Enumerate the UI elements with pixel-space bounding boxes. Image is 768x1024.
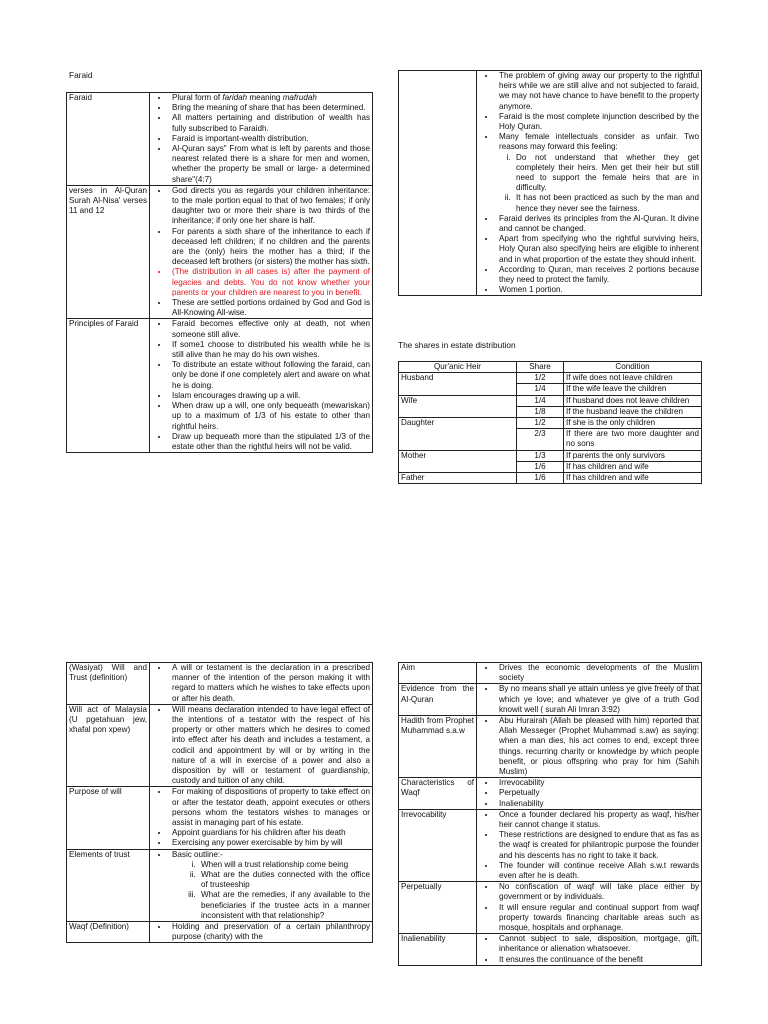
share-cell: 1/3	[517, 450, 564, 461]
bullet-item: • Apart from specifying who the rightful surviving heirs, Holy Quran also specifying heirs are eligible to inherent and in what proportion of the estate they should inherit.	[496, 234, 699, 265]
bullet-item: • For making of dispositions of property to take effect on or after the testator death, appoint executes or others persons whom the testators wishes to manages or assist in managing part of his estate.	[169, 787, 370, 828]
row-label: Will act of Malaysia (U pgetahuan jew, xhafal pon xpew)	[67, 704, 150, 787]
share-row	[399, 450, 702, 461]
row-label: Hadith from Prophet Muhammad s.a.w	[399, 716, 477, 778]
bullet-item: • Exercising any power exercisable by him by will	[169, 838, 370, 848]
faraid-row	[67, 185, 373, 319]
bullet-list	[479, 934, 699, 965]
row-content	[150, 787, 373, 849]
bullet-list	[479, 810, 699, 881]
row-label: Principles of Faraid	[67, 319, 150, 453]
share-row	[399, 429, 702, 450]
outline-item: i. When will a trust relationship come being	[198, 860, 370, 870]
waqf-row	[399, 663, 702, 684]
bullet-item: • Irrevocability	[496, 778, 699, 788]
waqf-table	[398, 662, 702, 966]
share-row	[399, 461, 702, 472]
bullet-item: • The founder will continue receive Allah s.w.t rewards even after he is death.	[496, 861, 699, 881]
bullet-item: • Appoint guardians for his children after his death	[169, 828, 370, 838]
will-row	[67, 704, 373, 787]
condition-cell: If the wife leave the children	[564, 384, 702, 395]
row-content	[150, 849, 373, 921]
row-content	[477, 684, 702, 716]
condition-cell: If has children and wife	[564, 473, 702, 484]
bullet-item: • God directs you as regards your children inheritance: to the male portion equal to that of two females; if only daughter two or more their share is two thirds of the inheritance; if only one her share is half.	[169, 186, 370, 227]
bullet-item: • Basic outline:-	[169, 850, 370, 860]
bullet-list	[152, 663, 370, 704]
bullet-list	[152, 850, 370, 860]
heir-cell: Mother	[399, 450, 517, 461]
heir-cell: Husband	[399, 373, 517, 384]
condition-cell: If husband does not leave children	[564, 395, 702, 406]
notes-list-continued	[479, 214, 699, 296]
bullet-item: • It ensures the continuance of the benefit	[496, 955, 699, 965]
row-content	[477, 716, 702, 778]
bullet-item: • Faraid is important-wealth distribution.	[169, 134, 370, 144]
bullet-item: • It will ensure regular and continual support from waqf property towards financing charitable areas such as mosque, hospitals and orphanage.	[496, 903, 699, 934]
faraid-row	[67, 319, 373, 453]
waqf-row	[399, 684, 702, 716]
will-row	[67, 922, 373, 943]
row-label: Waqf (Definition)	[67, 922, 150, 943]
bullet-item: • Islam encourages drawing up a will.	[169, 391, 370, 401]
condition-cell: If has children and wife	[564, 461, 702, 472]
bullet-list	[152, 319, 370, 452]
heir-cell	[399, 406, 517, 417]
row-content	[150, 663, 373, 705]
notes-label-cell	[399, 71, 477, 296]
condition-cell: If the husband leave the children	[564, 406, 702, 417]
faraid-table	[66, 92, 373, 453]
share-row	[399, 406, 702, 417]
bullet-item: • Al-Quran says" From what is left by parents and those nearest related there is a share for men and women, whether the property be small or large- a determined share"(4:7)	[169, 144, 370, 185]
bullet-item: • According to Quran, man receives 2 portions because they need to protect the family.	[496, 265, 699, 285]
share-cell: 1/2	[517, 373, 564, 384]
share-cell: 2/3	[517, 429, 564, 450]
bullet-item: • These are settled portions ordained by God and God is All-Knowing All-wise.	[169, 298, 370, 318]
bullet-list	[479, 882, 699, 933]
bullet-item: • Holding and preservation of a certain philanthropy purpose (charity) with the	[169, 922, 370, 942]
heir-cell: Wife	[399, 395, 517, 406]
bullet-item: • For parents a sixth share of the inheritance to each if deceased left children; if no children and the parents are the (only) heirs the mother has a third; if the deceased left brothers (or sisters) the mother has sixth.	[169, 227, 370, 268]
bullet-item: • A will or testament is the declaration in a prescribed manner of the intention of the person making it with regard to matters which he wishes to take effects upon or after his death.	[169, 663, 370, 704]
bullet-list	[152, 922, 370, 942]
row-content	[477, 882, 702, 934]
row-content	[477, 663, 702, 684]
row-label: Purpose of will	[67, 787, 150, 849]
bullet-list	[479, 684, 699, 715]
waqf-row	[399, 809, 702, 881]
row-content	[150, 93, 373, 186]
row-label: Inalienability	[399, 934, 477, 966]
header-condition: Condition	[564, 362, 702, 373]
faraid-row	[67, 93, 373, 186]
arabic-term: mafrudah	[282, 93, 317, 102]
row-label: verses in Al-Quran Surah Al-Nisa' verses 11 and 12	[67, 185, 150, 319]
bullet-item	[169, 93, 370, 103]
bullet-item: • To distribute an estate without following the faraid, can only be done if one completely alert and aware on what he is doing.	[169, 360, 370, 391]
bullet-item: • Drives the economic developments of the Muslim society	[496, 663, 699, 683]
will-row	[67, 663, 373, 705]
reason-item: i. Do not understand that whether they get completely their heirs. Men get their heir but still need to support the female heirs that are in difficulty.	[513, 153, 699, 194]
heir-cell	[399, 429, 517, 450]
bullet-item: • The problem of giving away our property to the rightful heirs while we are still alive and not subjected to faraid, we may not have chance to have benefit to the property anymore.	[496, 71, 699, 112]
bullet-item: • By no means shall ye attain unless ye give freely of that which ye love; and whatever ye give of a truth God knowit well ( surah Ali Imran 3:92)	[496, 684, 699, 715]
bullet-item: • If some1 choose to distributed his wealth while he is still alive than he may do his own wishes.	[169, 340, 370, 360]
waqf-row	[399, 716, 702, 778]
bullet-item: • When draw up a will, one only bequeath (mewariskan) up to a maximum of 1/3 of his estate to other than rightful heirs.	[169, 401, 370, 432]
row-label: Irrevocability	[399, 809, 477, 881]
share-row	[399, 384, 702, 395]
row-content	[477, 809, 702, 881]
row-content	[150, 185, 373, 319]
bullet-list	[152, 93, 370, 185]
share-row	[399, 395, 702, 406]
share-cell: 1/2	[517, 418, 564, 429]
row-content	[150, 922, 373, 943]
notes-content-cell	[477, 71, 702, 296]
reasons-list	[479, 153, 699, 214]
bullet-item: • Faraid derives its principles from the Al-Quran. It divine and cannot be changed.	[496, 214, 699, 234]
outline-list	[152, 860, 370, 921]
heir-cell: Father	[399, 473, 517, 484]
row-content	[477, 778, 702, 810]
share-cell: 1/6	[517, 473, 564, 484]
bullet-list	[479, 778, 699, 809]
waqf-row	[399, 778, 702, 810]
share-cell: 1/6	[517, 461, 564, 472]
outline-item: ii. What are the duties connected with the office of trusteeship	[198, 870, 370, 890]
bullet-item: • Draw up bequeath more than the stipulated 1/3 of the estate other than the rightful heirs will not be valid.	[169, 432, 370, 452]
will-row	[67, 849, 373, 921]
row-label: Aim	[399, 663, 477, 684]
row-label: (Wasiyat) Will and Trust (definition)	[67, 663, 150, 705]
row-content	[150, 319, 373, 453]
will-row	[67, 787, 373, 849]
row-content	[477, 934, 702, 966]
bullet-item: • Cannot subject to sale, disposition, mortgage, gift, inheritance or alienation whatsoever.	[496, 934, 699, 954]
bullet-list	[479, 663, 699, 683]
bullet-list	[479, 716, 699, 777]
header-heir: Qur'anic Heir	[399, 362, 517, 373]
faraid-caption: Faraid	[69, 70, 93, 80]
heir-cell	[399, 461, 517, 472]
header-share: Share	[517, 362, 564, 373]
reason-item: ii. It has not been practiced as such by the man and hence they never see the fairness.	[513, 193, 699, 213]
row-content	[150, 704, 373, 787]
bullet-item: • Once a founder declared his property as waqf, his/her heir cannot change it status.	[496, 810, 699, 830]
bullet-item: • Will means declaration intended to have legal effect of the intentions of a testator with the respect of his property or other matters which he desires to comed into effect after his death and includes a testament, a codicil and appointment by will or by writing in the nature of a will in exercise of a power and also a disposition by will or testament of guardianship, custody and tuition of any child.	[169, 705, 370, 787]
bullet-item: • Faraid becomes effective only at death, not when someone still alive.	[169, 319, 370, 339]
condition-cell: If she is the only children	[564, 418, 702, 429]
share-cell: 1/4	[517, 395, 564, 406]
bullet-item: • Bring the meaning of share that has been determined.	[169, 103, 370, 113]
bullet-text: meaning	[247, 93, 283, 102]
condition-cell: If there are two more daughter and no sons	[564, 429, 702, 450]
will-trust-table	[66, 662, 373, 943]
row-label: Evidence from the Al-Quran	[399, 684, 477, 716]
shares-caption: The shares in estate distribution	[398, 340, 516, 350]
bullet-item: • Abu Hurairah (Allah be pleased with him) reported that Allah Messeger (Prophet Muhammad s.aw) as saying: when a man dies, his act comes to end, except three things. recurring charity or knowledge by which people benefit, or pious offspring who pray for him (Sahih Muslim)	[496, 716, 699, 777]
share-row	[399, 373, 702, 384]
bullet-item: • These restrictions are designed to endure that as fas as the waqf is created for philantropic purpose the founder and his descents has no right to take it back.	[496, 830, 699, 861]
outline-item: iii. What are the remedies, if any available to the beneficiaries if the trustee acts in a manner inconsistent with that relationship?	[198, 890, 370, 921]
bullet-item: • Women 1 portion.	[496, 285, 699, 295]
shares-table	[398, 361, 702, 484]
heir-cell	[399, 384, 517, 395]
bullet-item: • Faraid is the most complete injunction described by the Holy Quran.	[496, 112, 699, 132]
condition-cell: If parents the only survivors	[564, 450, 702, 461]
share-cell: 1/8	[517, 406, 564, 417]
faraid-notes-table	[398, 70, 702, 296]
waqf-row	[399, 882, 702, 934]
row-label: Elements of trust	[67, 849, 150, 921]
row-label: Perpetually	[399, 882, 477, 934]
heir-cell: Daughter	[399, 418, 517, 429]
share-row	[399, 418, 702, 429]
bullet-text: Plural form of	[172, 93, 223, 102]
bullet-item: • (The distribution in all cases is) after the payment of legacies and debts. You do not know whether your parents or your children are nearest to you in benefit.	[169, 267, 370, 298]
bullet-item: • No confiscation of waqf will take place either by government or by individuals.	[496, 882, 699, 902]
bullet-item: • Perpetually	[496, 788, 699, 798]
row-label: Faraid	[67, 93, 150, 186]
share-row	[399, 473, 702, 484]
condition-cell: If wife does not leave children	[564, 373, 702, 384]
row-label: Characteristics of Waqf	[399, 778, 477, 810]
bullet-item: • Many female intellectuals consider as unfair. Two reasons may forward this feeling:	[496, 132, 699, 152]
notes-list	[479, 71, 699, 153]
arabic-term: faridah	[222, 93, 248, 102]
bullet-list	[152, 705, 370, 787]
waqf-row	[399, 934, 702, 966]
bullet-item: • All matters pertaining and distribution of wealth has fully subscribed to Faraidh.	[169, 113, 370, 133]
share-cell: 1/4	[517, 384, 564, 395]
bullet-item: • Inalienability	[496, 799, 699, 809]
bullet-list	[152, 186, 370, 319]
bullet-list	[152, 787, 370, 848]
